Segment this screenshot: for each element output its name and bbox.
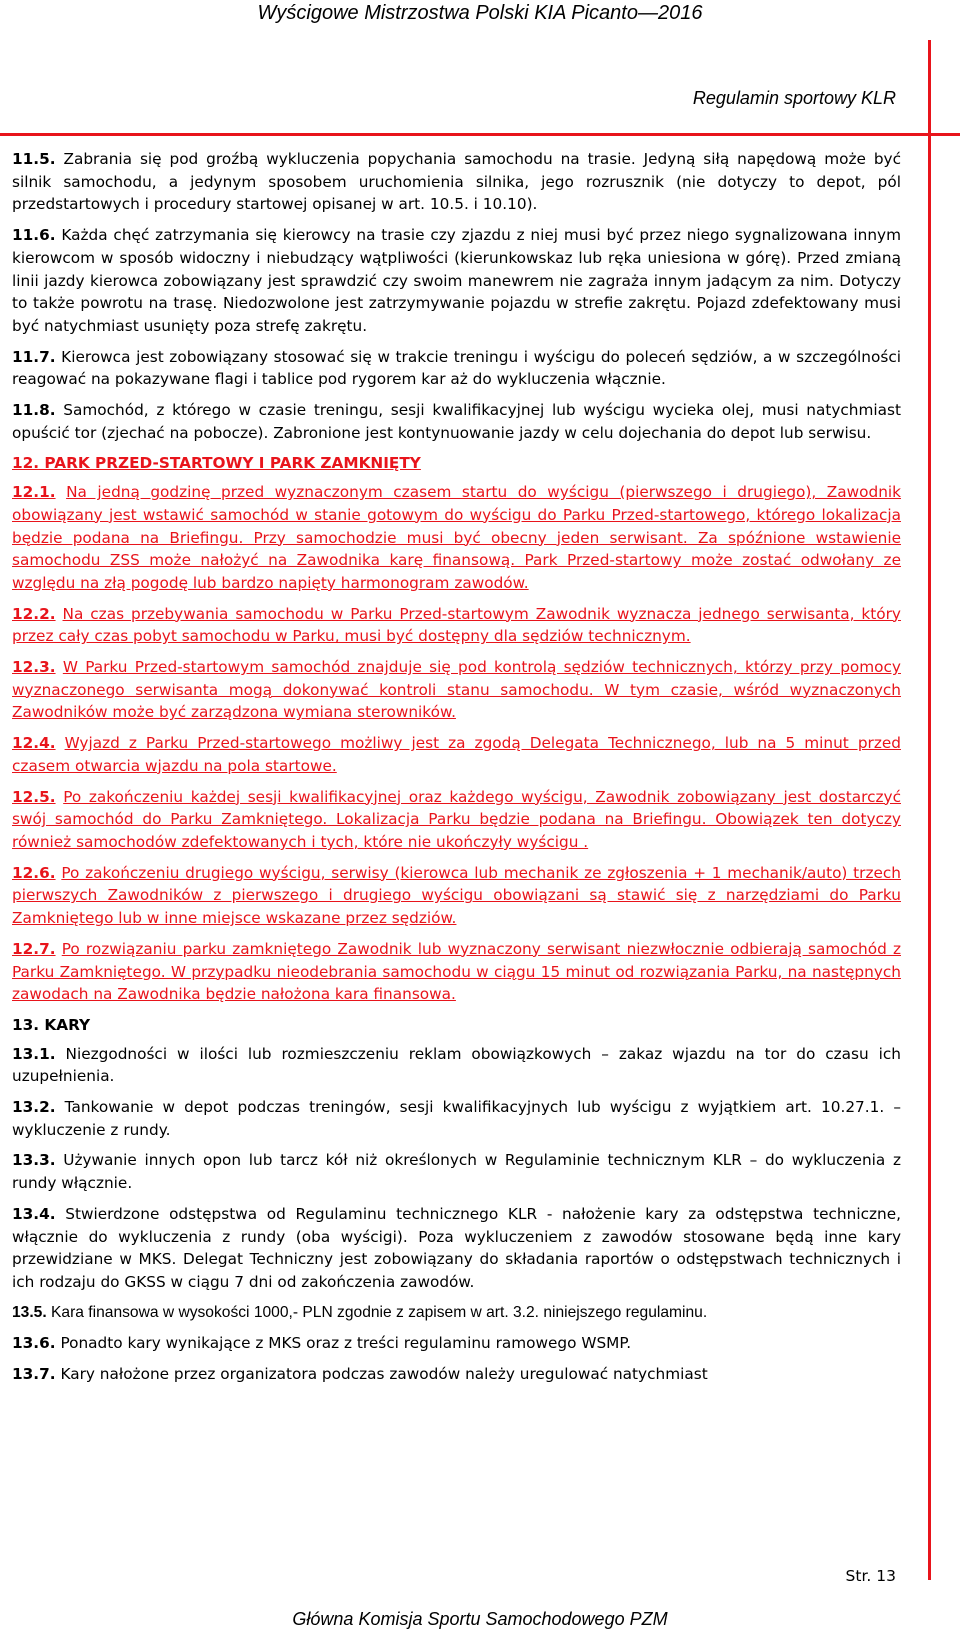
article-text: Ponadto kary wynikające z MKS oraz z treści regulaminu ramowego WSMP. (60, 1334, 632, 1353)
article-number: 12.2. (12, 604, 56, 623)
article-text: Na jedną godzinę przed wyznaczonym czasem startu do wyścigu (pierwszego i drugiego), Zawodnik obowiązany jest wstawić samochód w stanie gotowym do wyścigu do Parku Przed-startowego, którego lokalizacja będzie podana na Briefingu. Przy samochodzie musi być obecny jeden serwisant. Za spóźnione wstawienie samochodu ZSS może nałożyć na Zawodnika karę finansową. Park Przed-startowy może zostać odwołany ze względu na złą pogodę lub bardzo napięty harmonogram zawodów. (12, 483, 901, 592)
article-text: Zabrania się pod groźbą wykluczenia popychania samochodu na trasie. Jedyną siłą napędową może być silnik samochodu, a jedynym sposobem uruchomienia silnika, jego rozrusznik (nie dotyczy to depot, pól przedstartowych i procedury startowej opisanej w art. 10.5. i 10.10). (12, 150, 901, 214)
article-text: Każda chęć zatrzymania się kierowcy na trasie czy zjazdu z niej musi być przez niego sygnalizowana innym kierowcom w sposób widoczny i niebudzący wątpliwości (kierunkowskaz lub ręka uniesiona w górę). Przed zmianą linii jazdy kierowca zobowiązany jest sprawdzić czy swoim manewrem nie zagraża innym jadącym za nim. Dotyczy to także powrotu na trasę. Niedozwolone jest zatrzymywanie pojazdu w strefie zakrętu. Pojazd zdefektowany musi być natychmiast usunięty poza strefę zakrętu. (12, 226, 901, 335)
article-number: 12.5. (12, 787, 56, 806)
article-number: 13.6. (12, 1334, 56, 1353)
article-text: Niezgodności w ilości lub rozmieszczeniu reklam obowiązkowych – zakaz wjazdu na tor do czasu ich uzupełnienia. (12, 1044, 901, 1086)
article-text: Używanie innych opon lub tarcz kół niż określonych w Regulaminie technicznym KLR – do wykluczenia z rundy włącznie. (12, 1151, 901, 1193)
article-paragraph (12, 1363, 901, 1386)
header-divider-line (0, 133, 960, 136)
article-text: Po zakończeniu drugiego wyścigu, serwisy (kierowca lub mechanik ze zgłoszenia + 1 mechanik/auto) trzech pierwszych Zawodników z pierwszego i drugiego wyścigu obowiązani są stawić się z narzędziami do Parku Zamkniętego lub w inne miejsce wskazane przez sędziów. (12, 863, 901, 928)
article-text: Kary nałożone przez organizatora podczas zawodów należy uregulować natychmiast (60, 1365, 708, 1384)
article-paragraph (12, 1203, 901, 1294)
article-paragraph (12, 346, 901, 391)
article-number: 12.7. (12, 939, 56, 958)
article-number: 13.3. (12, 1151, 56, 1170)
article-text: Samochód, z którego w czasie treningu, sesji kwalifikacyjnej lub wyścigu wycieka olej, musi natychmiast opuścić tor (zjechać na pobocze). Zabronione jest kontynuowanie jazdy w celu dojechania do depot lub serwisu. (12, 401, 901, 442)
article-paragraph (12, 1096, 901, 1141)
article-number: 13.7. (12, 1365, 56, 1384)
article-paragraph (12, 1332, 901, 1355)
page-number: Str. 13 (845, 1567, 896, 1585)
article-text: Kara finansowa w wysokości 1000,- PLN zgodnie z zapisem w art. 3.2. niniejszego regulaminu. (51, 1303, 708, 1321)
article-text: Po zakończeniu każdej sesji kwalifikacyjnej oraz każdego wyścigu, Zawodnik zobowiązany jest dostarczyć swój samochód do Parku Zamkniętego. Lokalizacja Parku będzie podana na Briefingu. Obowiązek ten dotyczy również samochodów zdefektowanych i tych, które nie ukończyły wyścigu . (12, 787, 901, 851)
article-paragraph (12, 1043, 901, 1088)
article-number: 13.1. (12, 1044, 56, 1063)
section-heading: 13. KARY (12, 1015, 91, 1034)
margin-vertical-line (928, 40, 931, 1580)
article-text: W Parku Przed-startowym samochód znajduje się pod kontrolą sędziów technicznych, którzy przy pomocy wyznaczonego serwisanta mogą dokonywać kontroli stanu samochodu. W tym czasie, wśród wyznaczonych Zawodników może być zarządzona wymiana sterowników. (12, 658, 901, 722)
article-number: 11.5. (12, 150, 56, 168)
document-footer: Główna Komisja Sportu Samochodowego PZM (292, 1609, 668, 1629)
article-number: 13.2. (12, 1098, 56, 1117)
article-number: 11.7. (12, 347, 56, 366)
article-paragraph (12, 732, 901, 777)
article-paragraph (12, 399, 901, 444)
article-number: 11.8. (12, 401, 56, 420)
article-number: 13.4. (12, 1204, 56, 1223)
article-number: 12.3. (12, 658, 56, 677)
article-text: Na czas przebywania samochodu w Parku Przed-startowym Zawodnik wyznacza jednego serwisanta, który przez cały czas pobyt samochodu w Parku, musi być dostępny dla sędziów technicznym. (12, 604, 901, 646)
article-text: Kierowca jest zobowiązany stosować się w trakcie treningu i wyścigu do poleceń sędziów, a w szczególności reagować na pokazywane flagi i tablice pod rygorem kar aż do wykluczenia włącznie. (12, 347, 901, 389)
article-paragraph (12, 1149, 901, 1194)
document-body (12, 148, 901, 1394)
article-text: Stwierdzone odstępstwa od Regulaminu technicznego KLR - nałożenie kary za odstępstwa techniczne, włącznie do wykluczenia z rundy (oba wyścigi). Poza wykluczeniem z zawodów stosowane będą inne kary przewidziane w MKS. Delegat Techniczny jest zobowiązany do składania raportów o odstępstwach technicznych i ich rodzaju do GKSS w ciągu 7 dni od zakończenia zawodów. (12, 1204, 901, 1291)
document-header-subtitle: Regulamin sportowy KLR (692, 88, 896, 108)
article-number: 13.5. (12, 1303, 47, 1321)
article-text: Tankowanie w depot podczas treningów, sesji kwalifikacyjnych lub wyścigu z wyjątkiem art. 10.27.1. – wykluczenie z rundy. (12, 1098, 901, 1139)
article-paragraph (12, 938, 901, 1006)
article-number: 12.1. (12, 483, 56, 502)
article-number: 12.6. (12, 863, 56, 882)
article-paragraph (12, 481, 901, 595)
article-number: 11.6. (12, 226, 56, 245)
article-paragraph (12, 656, 901, 724)
section-heading: 12. PARK PRZED-STARTOWY I PARK ZAMKNIĘTY (12, 454, 421, 473)
article-text: Wyjazd z Parku Przed-startowego możliwy jest za zgodą Delegata Technicznego, lub na 5 minut przed czasem otwarcia wjazdu na pola startowe. (12, 734, 901, 775)
article-paragraph (12, 1302, 901, 1325)
article-number: 12.4. (12, 734, 56, 753)
document-header-title: Wyścigowe Mistrzostwa Polski KIA Picanto—2016 (257, 2, 703, 24)
article-paragraph (12, 148, 901, 216)
article-paragraph (12, 603, 901, 648)
article-text: Po rozwiązaniu parku zamkniętego Zawodnik lub wyznaczony serwisant niezwłocznie odbierają samochód z Parku Zamkniętego. W przypadku nieodebrania samochodu w ciągu 15 minut od rozwiązania Parku, na następnych zawodach na Zawodnika będzie nałożona kara finansowa. (12, 939, 901, 1004)
article-paragraph (12, 786, 901, 854)
article-paragraph (12, 862, 901, 930)
article-paragraph (12, 224, 901, 338)
